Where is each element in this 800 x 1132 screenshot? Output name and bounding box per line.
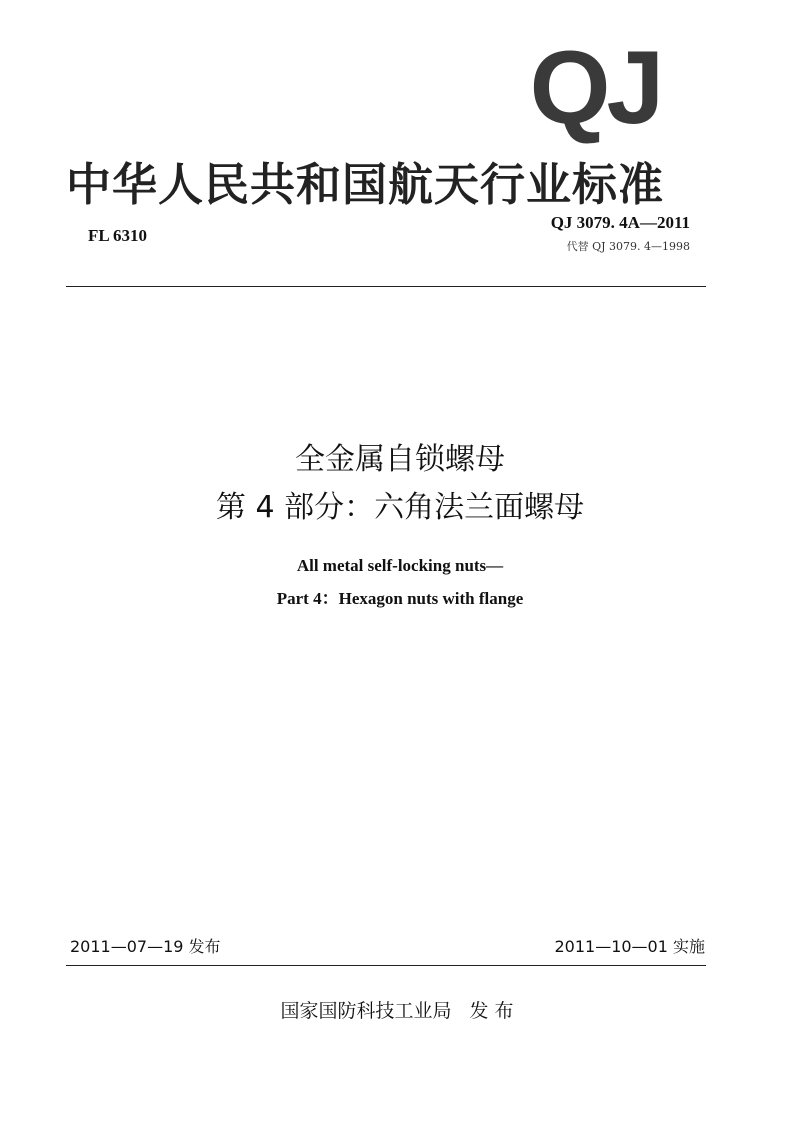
publisher-name: 国家国防科技工业局 [280,1000,452,1022]
publisher-line [0,996,800,1023]
issue-label: 发布 [469,1000,520,1022]
bottom-divider [66,965,706,966]
title-en-line2: Part 4：Hexagon nuts with flange [276,589,524,608]
standard-number: QJ 3079. 4A—2011 [550,213,690,232]
replaces-standard: 代替 QJ 3079. 4—1998 [566,240,690,253]
title-en-line1: All metal self-locking nuts— [296,556,504,575]
effective-date: 2011—10—01 实施 [554,937,705,956]
top-divider [66,286,706,287]
standard-category-title: 中华人民共和国航天行业标准 [66,158,665,211]
release-date: 2011—07—19 发布 [70,937,221,956]
title-zh-line2: 第 4 部分：六角法兰面螺母 [215,490,585,525]
classification-code: FL 6310 [88,226,148,245]
title-zh-line1: 全金属自锁螺母 [295,442,505,477]
qj-logo: QJ [529,30,661,146]
